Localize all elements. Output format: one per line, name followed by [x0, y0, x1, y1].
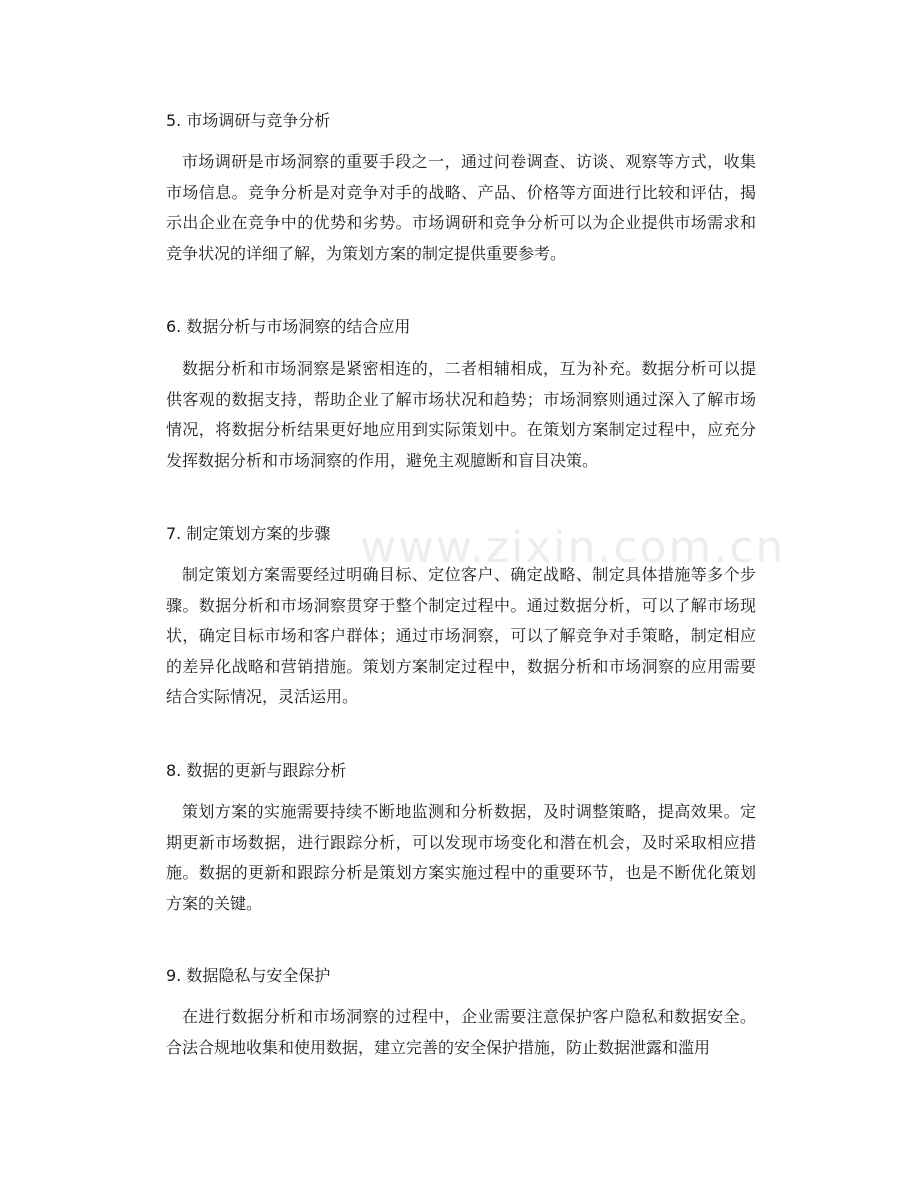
section-body-8: 策划方案的实施需要持续不断地监测和分析数据，及时调整策略，提高效果。定期更新市场数据，进行跟踪分析，可以发现市场变化和潜在机会，及时采取相应措施。数据的更新和跟踪分析是策划方案实施过程中的重要环节，也是不断优化策划方案的关键。 — [166, 802, 756, 913]
section-body-6: 数据分析和市场洞察是紧密相连的，二者相辅相成，互为补充。数据分析可以提供客观的数据支持，帮助企业了解市场状况和趋势；市场洞察则通过深入了解市场情况，将数据分析结果更好地应用到实际策划中。在策划方案制定过程中，应充分发挥数据分析和市场洞察的作用，避免主观臆断和盲目决策。 — [166, 359, 756, 470]
section-body-5: 市场调研是市场洞察的重要手段之一，通过问卷调查、访谈、观察等方式，收集市场信息。竞争分析是对竞争对手的战略、产品、价格等方面进行比较和评估，揭示出企业在竞争中的优势和劣势。市场调研和竞争分析可以为企业提供市场需求和竞争状况的详细了解，为策划方案的制定提供重要参考。 — [166, 152, 756, 263]
section-heading-9: 9. 数据隐私与安全保护 — [166, 966, 331, 985]
section-heading-7: 7. 制定策划方案的步骤 — [166, 524, 331, 543]
watermark: www.zixin.com.cn — [360, 522, 786, 573]
section-heading-8: 8. 数据的更新与跟踪分析 — [166, 761, 347, 780]
section-heading-6: 6. 数据分析与市场洞察的结合应用 — [166, 317, 411, 336]
section-body-9: 在进行数据分析和市场洞察的过程中，企业需要注意保护客户隐私和数据安全。合法合规地收集和使用数据，建立完善的安全保护措施，防止数据泄露和滥用 — [166, 1007, 756, 1057]
section-heading-5: 5. 市场调研与竞争分析 — [166, 111, 331, 130]
section-body-7: 制定策划方案需要经过明确目标、定位客户、确定战略、制定具体措施等多个步骤。数据分析和市场洞察贯穿于整个制定过程中。通过数据分析，可以了解市场现状，确定目标市场和客户群体；通过市场洞察，可以了解竞争对手策略，制定相应的差异化战略和营销措施。策划方案制定过程中，数据分析和市场洞察的应用需要结合实际情况，灵活运用。 — [166, 565, 756, 706]
